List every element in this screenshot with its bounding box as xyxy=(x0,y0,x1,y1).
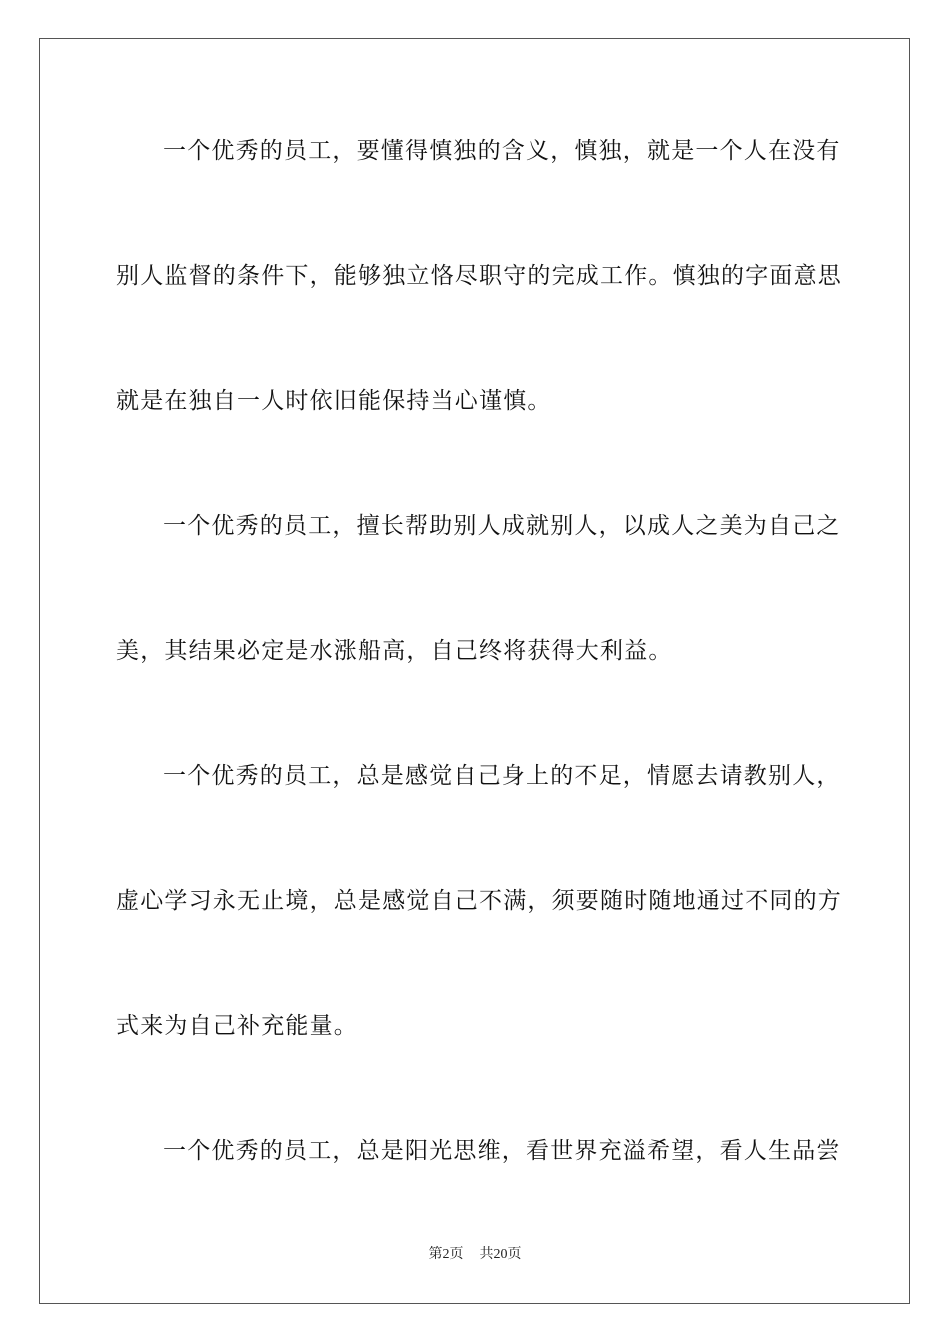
paragraph-2-line-2: 美，其结果必定是水涨船高，自己终将获得大利益。 xyxy=(116,638,673,664)
paragraph-3-line-3: 式来为自己补充能量。 xyxy=(116,1013,358,1039)
paragraph-1-line-1: 一个优秀的员工，要懂得慎独的含义，慎独，就是一个人在没有 xyxy=(163,138,841,164)
paragraph-1-line-3: 就是在独自一人时依旧能保持当心谨慎。 xyxy=(116,388,552,414)
page-footer xyxy=(0,1246,950,1264)
paragraph-2-line-1: 一个优秀的员工，擅长帮助别人成就别人，以成人之美为自己之 xyxy=(163,513,841,539)
paragraph-3-line-2: 虚心学习永无止境，总是感觉自己不满，须要随时随地通过不同的方 xyxy=(116,888,842,914)
paragraph-3-line-1: 一个优秀的员工，总是感觉自己身上的不足，情愿去请教别人， xyxy=(163,763,841,789)
page-border xyxy=(39,38,910,1304)
paragraph-4-line-1: 一个优秀的员工，总是阳光思维，看世界充溢希望，看人生品尝 xyxy=(163,1138,841,1164)
page-number: 第2页 xyxy=(428,1247,464,1262)
paragraph-1-line-2: 别人监督的条件下，能够独立恪尽职守的完成工作。慎独的字面意思 xyxy=(116,263,842,289)
total-pages: 共20页 xyxy=(479,1247,522,1262)
